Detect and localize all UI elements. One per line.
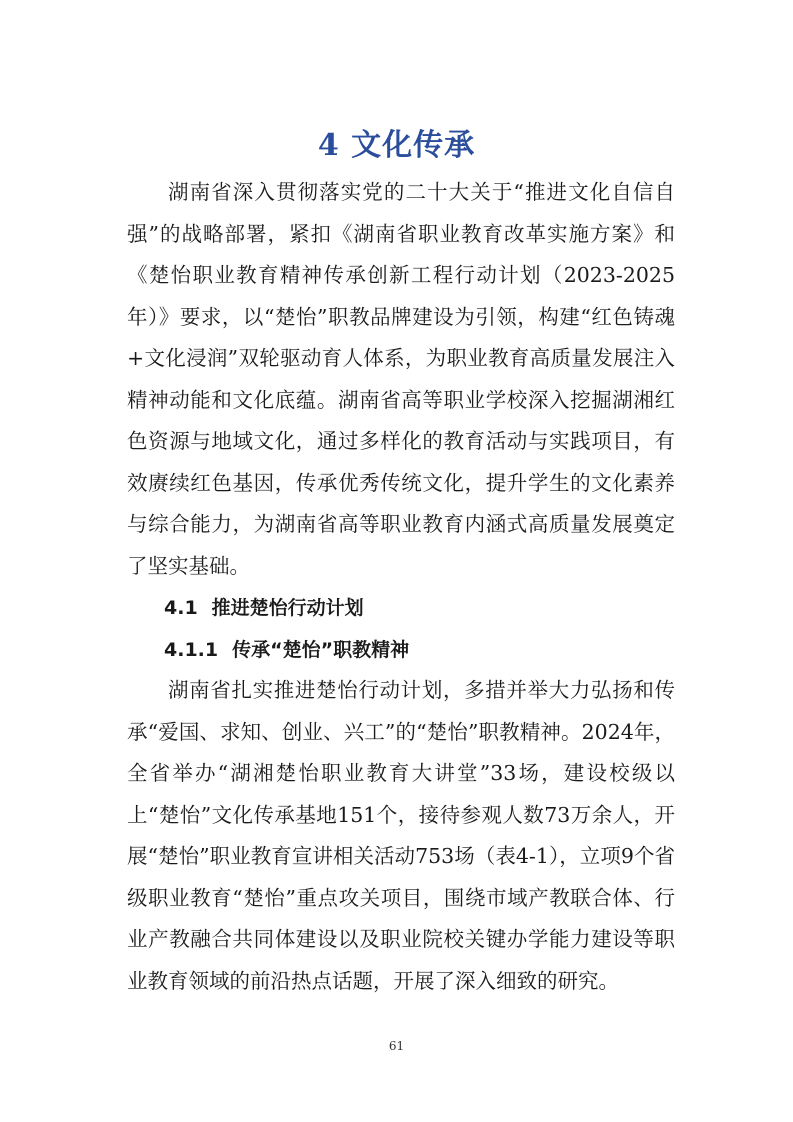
section-number: 4.1 <box>164 597 198 619</box>
section-4-1-1-paragraph: 湖南省扎实推进楚怡行动计划，多措并举大力弘扬和传承“爱国、求知、创业、兴工”的“楚怡”职教精神。2024年，全省举办“湖湘楚怡职业教育大讲堂”33场，建设校级以上“楚怡”文化传承基地151个，接待参观人数73万余人，开展“楚怡”职业教育宣讲相关活动753场（表4-1），立项9个省级职业教育“楚怡”重点攻关项目，围绕市域产教联合体、行业产教融合共同体建设以及职业院校关键办学能力建设等职业教育领域的前沿热点话题，开展了深入细致的研究。 <box>127 678 675 993</box>
section-title: 推进楚怡行动计划 <box>211 597 364 619</box>
chapter-title: 4 文化传承 <box>317 128 476 164</box>
section-heading-4-1-1 <box>164 636 409 664</box>
intro-paragraph: 湖南省深入贯彻落实党的二十大关于“推进文化自信自强”的战略部署，紧扣《湖南省职业教育改革实施方案》和《楚怡职业教育精神传承创新工程行动计划（2023-2025年）》要求，以“楚怡”职教品牌建设为引领，构建“红色铸魂+文化浸润”双轮驱动育人体系，为职业教育高质量发展注入精神动能和文化底蕴。湖南省高等职业学校深入挖掘湖湘红色资源与地域文化，通过多样化的教育活动与实践项目，有效赓续红色基因，传承优秀传统文化，提升学生的文化素养与综合能力，为湖南省高等职业教育内涵式高质量发展奠定了坚实基础。 <box>127 180 675 578</box>
subsection-title: 传承“楚怡”职教精神 <box>232 639 410 661</box>
page-number: 61 <box>388 1039 405 1053</box>
section-heading-4-1 <box>164 594 364 622</box>
subsection-number: 4.1.1 <box>164 639 219 661</box>
